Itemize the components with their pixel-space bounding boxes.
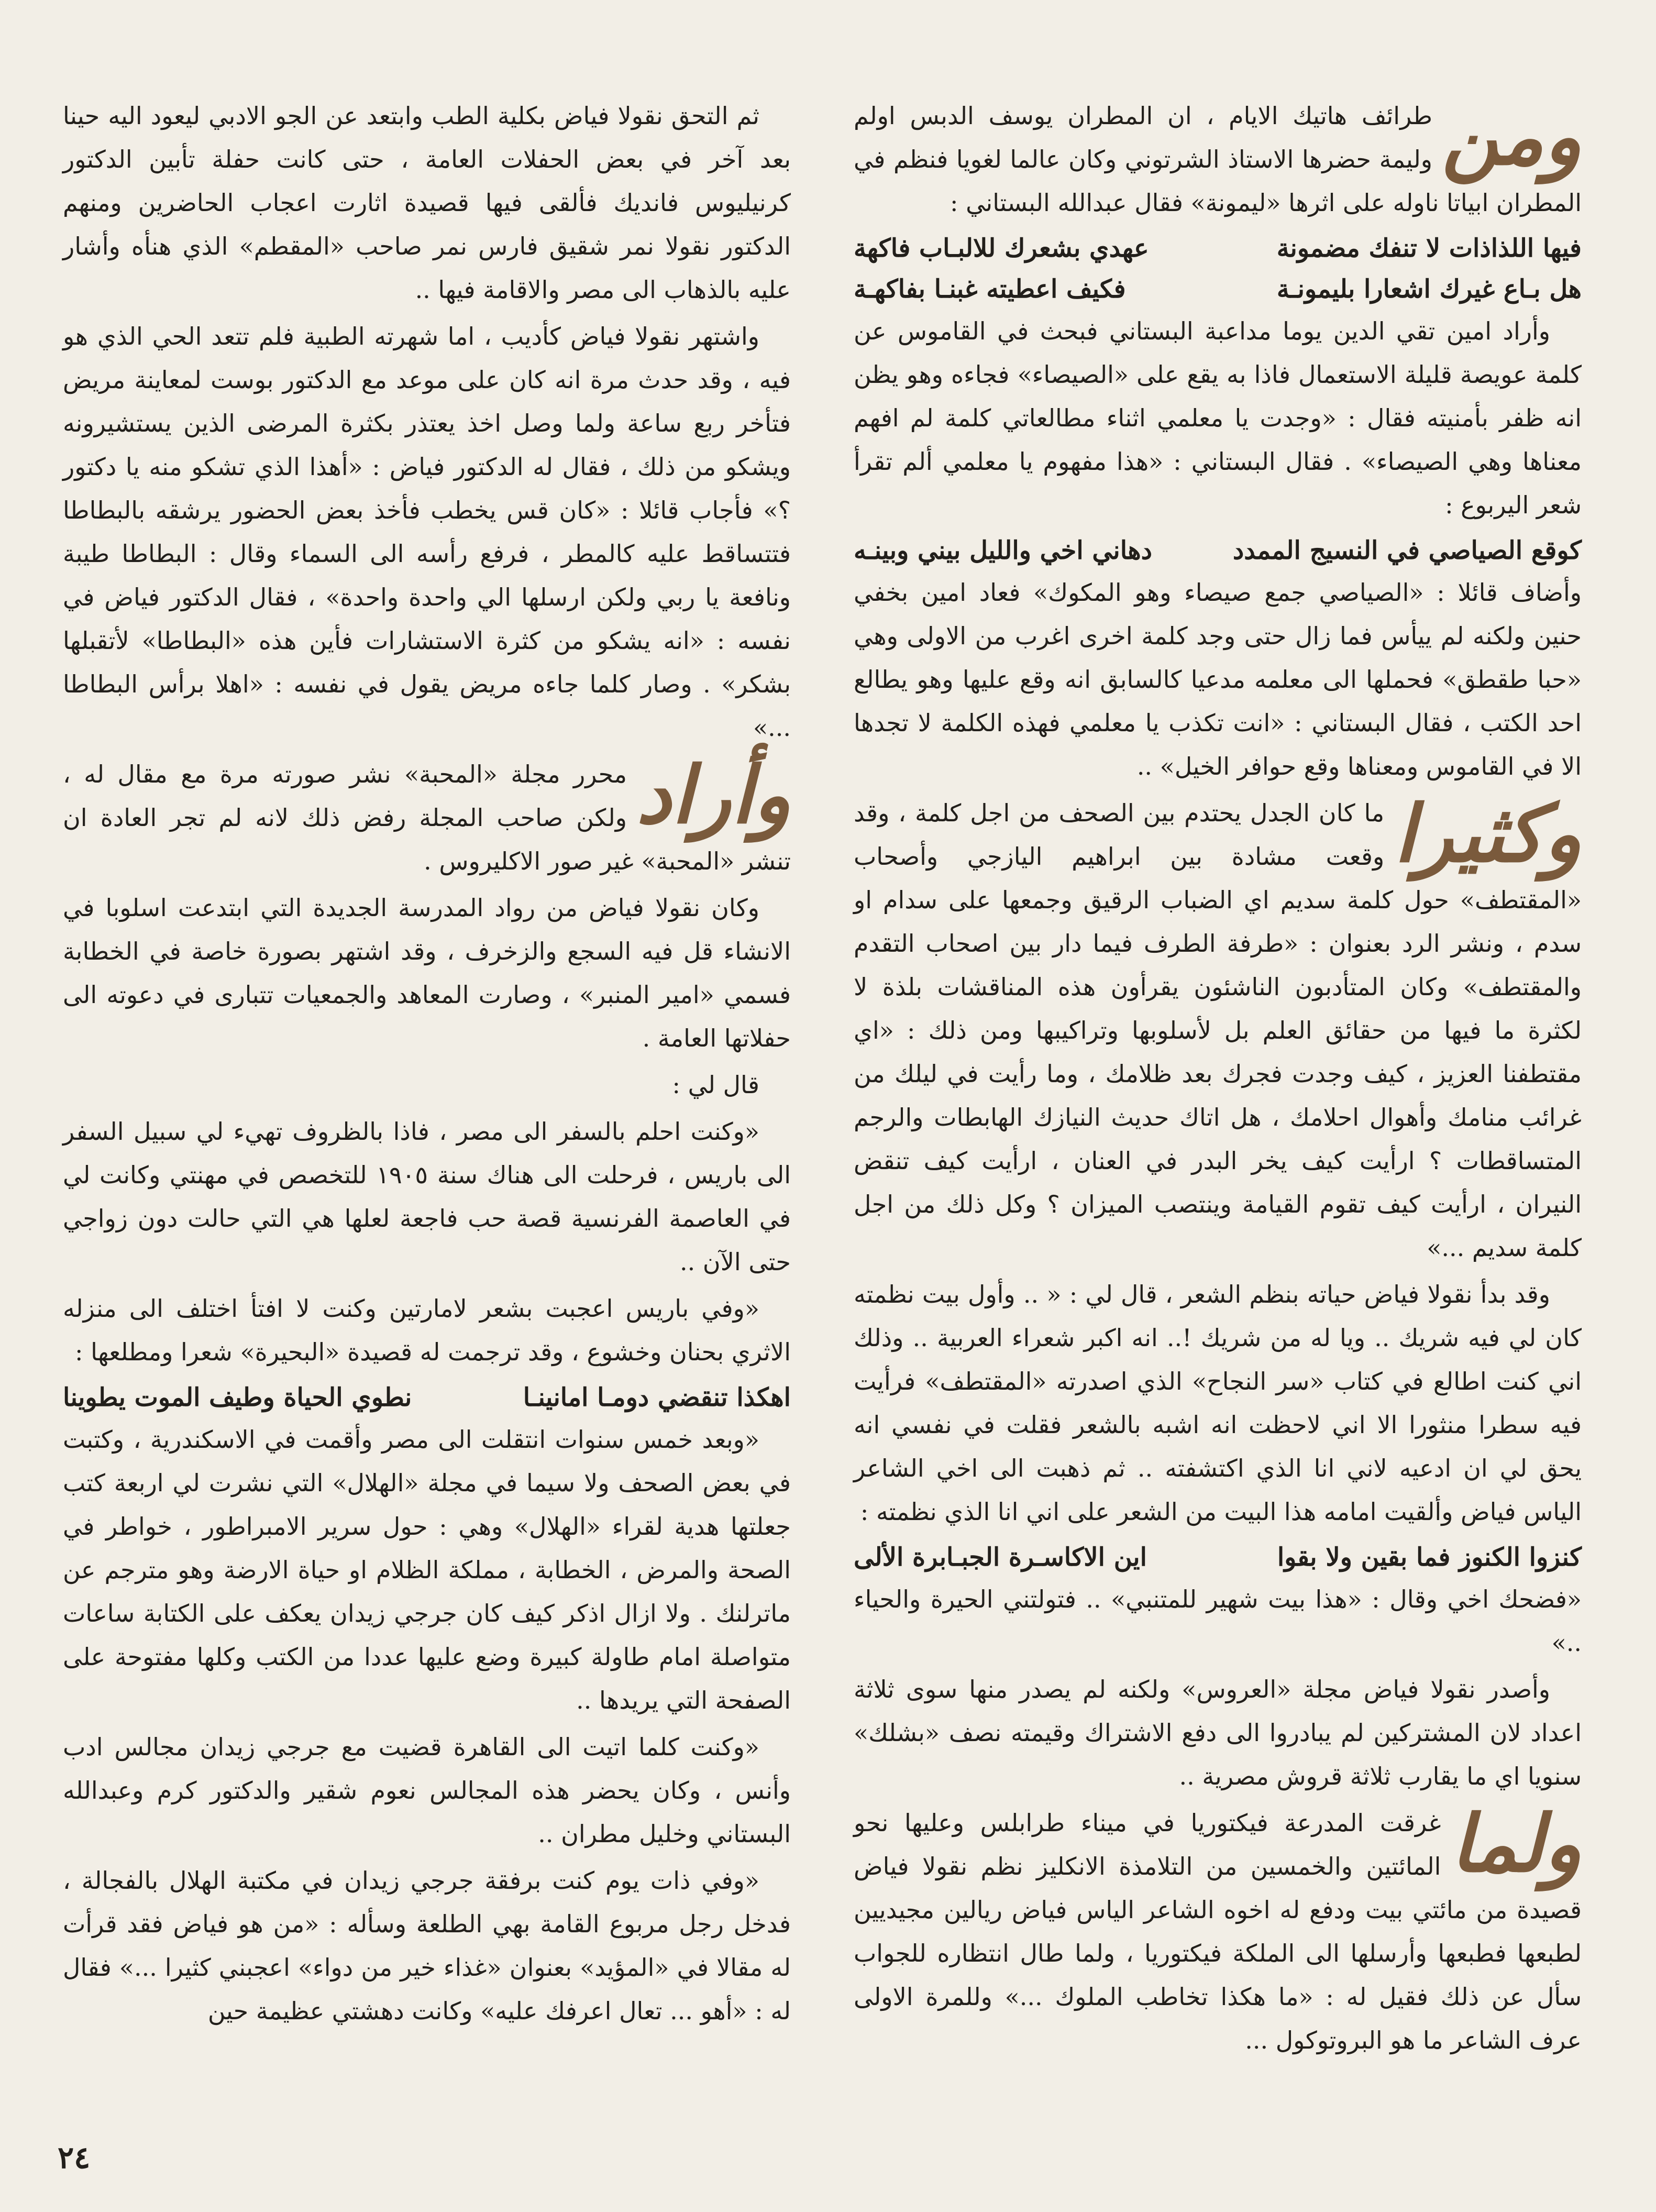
verse-hemistich: فيها اللذاذات لا تنفك مضمونة: [1276, 234, 1582, 263]
poem-verse: [854, 269, 1582, 310]
paragraph: وكان نقولا فياض من رواد المدرسة الجديدة التي ابتدعت اسلوبا في الانشاء قل فيه السجع والزخرف ، وقد اشتهر بصورة خاصة في الخطابة فسمي «امير المنبر» ، وصارت المعاهد والجمعيات تتبارى في دعوته الى حفلاتها العامة .: [63, 894, 791, 1052]
paragraph: «وبعد خمس سنوات انتقلت الى مصر وأقمت في الاسكندرية ، وكتبت في بعض الصحف ولا سيما في مجلة «الهلال» التي نشرت لي اربعة كتب جعلتها هدية لقراء «الهلال» وهي : حول سرير الامبراطور ، خواطر في الصحة والمرض ، الخطابة ، مملكة الظلام او حياة الارضة وهو مترجم عن ماترلنك . ولا ازال اذكر كيف كان جرجي زيدان يعكف على الكتابة ساعات متواصلة امام طاولة كبيرة وضع عليها عددا من الكتب وكلها مفتوحة على الصفحة التي يريدها ..: [63, 1425, 791, 1714]
paragraph: «وكنت احلم بالسفر الى مصر ، فاذا بالظروف تهيء لي سبيل السفر الى باريس ، فرحلت الى هناك سنة ١٩٠٥ للتخصص في مهنتي وكانت لي في العاصمة الفرنسية قصة حب فاجعة لعلها هي التي حالت دون زواجي حتى الآن ..: [63, 1117, 791, 1276]
verse-hemistich: دهاني اخي والليل بيني وبينـه: [854, 536, 1153, 565]
paragraph: «وفي باريس اعجبت بشعر لامارتين وكنت لا افتأ اختلف الى منزله الاثري بحنان وخشوع ، وقد ترجمت له قصيدة «البحيرة» شعرا ومطلعها :: [63, 1294, 791, 1366]
right-column: [854, 91, 1582, 2065]
paragraph: «وكنت كلما اتيت الى القاهرة قضيت مع جرجي زيدان مجالس ادب وأنس ، وكان يحضر هذه المجالس نعوم شقير والدكتور كرم وعبدالله البستاني وخليل مطران ..: [63, 1733, 791, 1848]
verse-hemistich: عهدي بشعرك للالبـاب فاكهة: [854, 234, 1149, 263]
verse-hemistich: كنزوا الكنوز فما بقين ولا بقوا: [1277, 1543, 1582, 1572]
paragraph: وأراد محرر مجلة «المحبة» نشر صورته مرة مع مقال له ، ولكن صاحب المجلة رفض ذلك لانه لم تجر العادة ان تنشر «المحبة» غير صور الاكليروس .: [63, 749, 791, 875]
poem-verse: [854, 1537, 1582, 1578]
paragraph: وأضاف قائلا : «الصياصي جمع صيصاء وهو المكوك» فعاد امين بخفي حنين ولكنه لم ييأس فما زال حتى وجد كلمة اخرى اغرب من الاولى وهي «حبا طقطق» فحملها الى معلمه مدعيا كالسابق انه وقع عليها وهو يطالع احد الكتب ، فقال البستاني : «انت تكذب يا معلمي فهذه الكلمة لا تجدها الا في القاموس ومعناها وقع حوافر الخيل» ..: [854, 578, 1582, 780]
paragraph: وأراد امين تقي الدين يوما مداعبة البستاني فبحث في القاموس عن كلمة عويصة قليلة الاستعمال فاذا به يقع على «الصيصاء» فجاءه وهو يظن انه ظفر بأمنيته فقال : «وجدت يا معلمي اثناء مطالعاتي كلمة لم افهم معناها وهي الصيصاء» . فقال البستاني : «هذا مفهوم يا معلمي ألم تقرأ شعر اليربوع :: [854, 317, 1582, 519]
decorative-initial: وكثيرا: [1394, 788, 1582, 880]
paragraph: ولما غرقت المدرعة فيكتوريا في ميناء طرابلس وعليها نحو المائتين والخمسين من التلامذة الانكليز نظم نقولا فياض قصيدة من مائتي بيت ودفع له اخوه الشاعر الياس فياض ريالين مجيديين لطبعها فطبعها وأرسلها الى الملكة فيكتوريا ، ولما طال انتظاره للجواب سأل عن ذلك فقيل له : «ما هكذا تخاطب الملوك ...» وللمرة الاولى عرف الشاعر ما هو البروتوكول ...: [854, 1798, 1582, 2054]
verse-hemistich: كوقع الصياصي في النسيج الممدد: [1232, 536, 1582, 565]
paragraph: «فضحك اخي وقال : «هذا بيت شهير للمتنبي» .. فتولتني الحيرة والحياء ..»: [854, 1585, 1582, 1657]
decorative-initial: وأراد: [636, 749, 791, 841]
verse-hemistich: هل بـاع غيرك اشعارا بليمونـة: [1276, 274, 1582, 304]
paragraph: وأصدر نقولا فياض مجلة «العروس» ولكنه لم يصدر منها سوى ثلاثة اعداد لان المشتركين لم يبادروا الى دفع الاشتراك وقيمته نصف «بشلك» سنويا اي ما يقارب ثلاثة قروش مصرية ..: [854, 1675, 1582, 1790]
paragraph: واشتهر نقولا فياض كأديب ، اما شهرته الطبية فلم تتعد الحي الذي هو فيه ، وقد حدث مرة انه كان على موعد مع الدكتور بوست لمعاينة مريض فتأخر ربع ساعة ولما وصل اخذ يعتذر بكثرة المرضى الذين يستشيرونه ويشكو من ذلك ، فقال له الدكتور فياض : «أهذا الذي تشكو منه يا دكتور ؟» فأجاب قائلا : «كان قس يخطب فأخذ بعض الحضور يرشقه بالبطاطا فتتساقط عليه كالمطر ، فرفع رأسه الى السماء وقال : البطاطا طيبة ونافعة يا ربي ولكن ارسلها الي واحدة واحدة» ، فقال الدكتور فياض في نفسه : «انه يشكو من كثرة الاستشارات فأين هذه «البطاطا» لأتقبلها بشكر» . وصار كلما جاءه مريض يقول في نفسه : «اهلا برأس البطاطا ...»: [63, 322, 791, 742]
page-number: ٢٤: [58, 2140, 91, 2175]
decorative-initial: ومن: [1442, 91, 1582, 183]
poem-verse: [854, 530, 1582, 571]
left-column: [63, 94, 791, 2036]
paragraph: وقد بدأ نقولا فياض حياته بنظم الشعر ، قال لي : « .. وأول بيت نظمته كان لي فيه شريك .. ويا له من شريك !.. انه اكبر شعراء العربية .. وذلك اني كنت اطالع في كتاب «سر النجاح» الذي اصدرته «المقتطف» فرأيت فيه سطرا منثورا الا اني لاحظت انه اشبه بالشعر فقلت في نفسي انه يحق لي ان ادعيه لاني انا الذي اكتشفته .. ثم ذهبت الى اخي الشاعر الياس فياض وألقيت امامه هذا البيت من الشعر على اني انا الذي نظمته :: [854, 1280, 1582, 1526]
verse-hemistich: اين الاكاسـرة الجبـابرة الألى: [854, 1543, 1147, 1572]
verse-hemistich: اهكذا تنقضي دومـا امانينـا: [523, 1383, 791, 1412]
paragraph: ثم التحق نقولا فياض بكلية الطب وابتعد عن الجو الادبي ليعود اليه حينا بعد آخر في بعض الحفلات العامة ، حتى كانت حفلة تأبين الدكتور كرنيليوس فانديك فألقى فيها قصيدة اثارت اعجاب الحاضرين ومنهم الدكتور نقولا نمر شقيق فارس نمر صاحب «المقطم» الذي هنأه وأشار عليه بالذهاب الى مصر والاقامة فيها ..: [63, 102, 791, 304]
verse-hemistich: فكيف اعطيته غبنـا بفاكهـة: [854, 274, 1126, 304]
paragraph: «وفي ذات يوم كنت برفقة جرجي زيدان في مكتبة الهلال بالفجالة ، فدخل رجل مربوع القامة بهي الطلعة وسأله : «من هو فياض فقد قرأت له مقالا في «المؤيد» بعنوان «غذاء خير من دواء» اعجبني كثيرا ...» فقال له : «أهو ... تعال اعرفك عليه» وكانت دهشتي عظيمة حين: [63, 1866, 791, 2025]
verse-hemistich: نطوي الحياة وطيف الموت يطوينا: [63, 1383, 412, 1412]
paragraph: ومن طرائف هاتيك الايام ، ان المطران يوسف الدبس اولم وليمة حضرها الاستاذ الشرتوني وكان عالما لغويا فنظم في المطران ابياتا ناوله على اثرها «ليمونة» فقال عبدالله البستاني :: [854, 91, 1582, 217]
poem-verse: [63, 1377, 791, 1418]
paragraph: وكثيرا ما كان الجدل يحتدم بين الصحف من اجل كلمة ، وقد وقعت مشادة بين ابراهيم اليازجي وأصحاب «المقتطف» حول كلمة سديم اي الضباب الرقيق وجمعها على سدام او سدم ، ونشر الرد بعنوان : «طرفة الطرف فيما دار بين اصحاب التقدم والمقتطف» وكان المتأدبون الناشئون يقرأون هذه المناقشات بلذة لا لكثرة ما فيها من حقائق العلم بل لأسلوبها وتراكيبها ومن ذلك : «اي مقتطفنا العزيز ، كيف وجدت فجرك بعد ظلامك ، وما رأيت في ليلك من غرائب منامك وأهوال احلامك ، هل اتاك حديث النيازك الهابطات والرجم المتساقطات ؟ ارأيت كيف يخر البدر في العنان ، ارأيت كيف تنقض النيران ، ارأيت كيف تقوم القيامة وينتصب الميزان ؟ وكل ذلك من اجل كلمة سديم ...»: [854, 788, 1582, 1262]
poem-verse: [854, 228, 1582, 269]
paragraph: قال لي :: [672, 1071, 759, 1099]
decorative-initial: ولما: [1450, 1798, 1582, 1890]
